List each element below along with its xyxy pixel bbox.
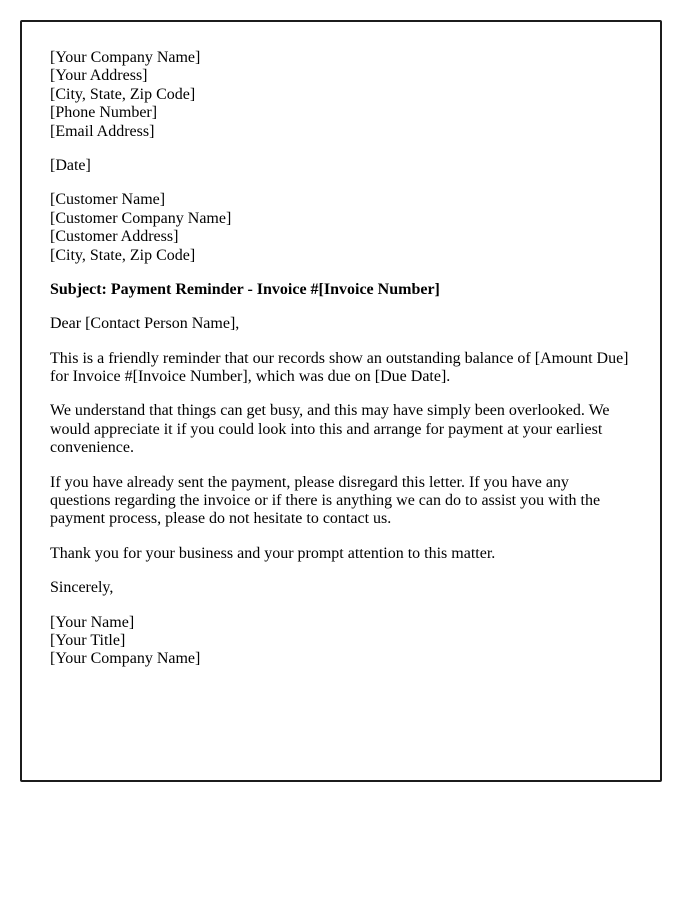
- sender-company-name: [Your Company Name]: [50, 49, 201, 66]
- sender-phone: [Phone Number]: [50, 104, 158, 122]
- recipient-name: [Customer Name]: [50, 191, 166, 209]
- signature-company: [Your Company Name]: [50, 650, 201, 668]
- body-paragraph-1: This is a friendly reminder that our records show an outstanding balance of [Amount Due] for Invoice #[Invoice Number], which was due on [Due Date].: [50, 349, 629, 386]
- signature-title: [Your Title]: [50, 631, 126, 649]
- recipient-city-state-zip: [City, State, Zip Code]: [50, 246, 196, 264]
- closing: Sincerely,: [50, 579, 114, 597]
- recipient-company-name: [Customer Company Name]: [50, 209, 232, 227]
- sender-city-state-zip: [City, State, Zip Code]: [50, 85, 196, 103]
- signature-block: [50, 614, 632, 669]
- sender-address-block: [50, 49, 632, 141]
- letter-frame: [20, 20, 662, 782]
- body-paragraph-4: Thank you for your business and your prompt attention to this matter.: [50, 544, 496, 562]
- signature-name: [Your Name]: [50, 613, 135, 631]
- recipient-address-block: [50, 191, 632, 265]
- sender-email: [Email Address]: [50, 122, 155, 140]
- body-paragraph-3: If you have already sent the payment, please disregard this letter. If you have any questions regarding the invoice or if there is anything we can do to assist you with the payment process, please do not hesitate to contact us.: [50, 473, 601, 528]
- recipient-address: [Customer Address]: [50, 228, 179, 246]
- sender-address: [Your Address]: [50, 67, 148, 85]
- letter-date: [Date]: [50, 156, 91, 174]
- salutation: Dear [Contact Person Name],: [50, 315, 240, 333]
- subject-line: Subject: Payment Reminder - Invoice #[Invoice Number]: [50, 280, 440, 298]
- body-paragraph-2: We understand that things can get busy, and this may have simply been overlooked. We would appreciate it if you could look into this and arrange for payment at your earliest convenience.: [50, 402, 610, 457]
